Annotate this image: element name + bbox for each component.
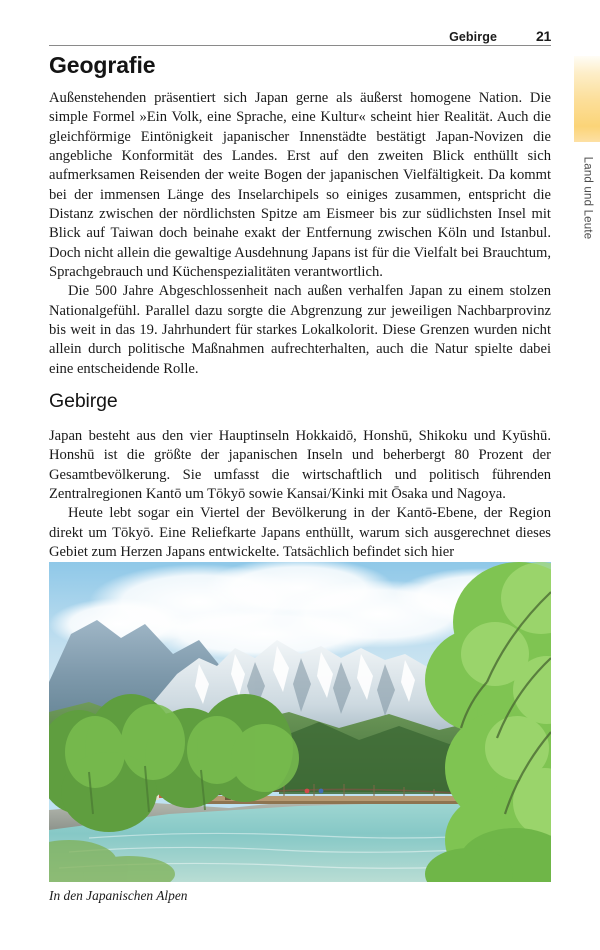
figure-caption: In den Japanischen Alpen: [49, 888, 188, 903]
photo-japanese-alps: [49, 562, 551, 882]
photo-illustration: [49, 562, 551, 882]
header-rule: [49, 45, 551, 46]
section-heading-gebirge: Gebirge: [49, 390, 118, 412]
paragraph: Heute lebt sogar ein Viertel der Bevölkerung in der Kantō-Ebene, der Region direkt um Tōkyō. Eine Reliefkarte Japans enthüllt, warum sich ausgerechnet dieses Gebiet zum Herzen Japans entwickelte. Tatsächlich befindet sich hier: [49, 505, 551, 561]
chapter-thumb-label: [574, 148, 600, 268]
page-title: Geografie: [49, 52, 156, 78]
running-head-title: Gebirge: [449, 30, 497, 44]
paragraph: Japan besteht aus den vier Hauptinseln Hokkaidō, Honshū, Shikoku und Kyūshū. Honshū ist die größte der japanischen Inseln und beherbergt 80 Prozent der Gesamtbevölkerung. Sie umfasst die wirtschaftlich und politisch führenden Zentralregionen Kantō um Tōkyō sowie Kansai/Kinki mit Ōsaka und Nagoya.: [49, 428, 551, 503]
paragraph: Die 500 Jahre Abgeschlossenheit nach außen verhalfen Japan zu einem stolzen Nationalgefühl. Parallel dazu sorgte die Abgrenzung zur jeweiligen Nachbarprovinz bis weit in das 19. Jahrhundert für starkes Lokalkolorit. Diese Grenzen wurden nicht allein durch politische Maßnahmen aufrechterhalten, auch die Natur spielte dabei eine entscheidende Rolle.: [49, 283, 551, 377]
page-number: 21: [536, 28, 551, 44]
section-gebirge-body: [49, 427, 551, 562]
figure-japanese-alps: [49, 562, 551, 882]
paragraph: Außenstehenden präsentiert sich Japan gerne als äußerst homogene Nation. Die simple Formel »Ein Volk, eine Sprache, eine Kultur« scheint hier Realität. Auch die gleichförmige Eintönigkeit japanischer Innenstädte bestätigt Japan-Novizen die angebliche Konformität des Landes. Erst auf den zweiten Blick enthüllt sich aufmerksamen Reisenden der weite Bogen der japanischen Vielfältigkeit. Da kommt bei der immensen Länge des Inselarchipels so einiges zusammen, entspricht die Distanz zwischen der nördlichsten Spitze am Eismeer bis zur südlichsten Insel mit Blick auf Taiwan doch beinahe exakt der Entfernung zwischen Köln und Istanbul. Doch nicht allein die gewaltige Ausdehnung Japans ist für die Vielfalt bei Brauchtum, Sprachgebrauch und Küchenspezialitäten verantwortlich.: [49, 90, 551, 281]
section-geografie-body: [49, 89, 551, 379]
running-head: [49, 22, 551, 44]
chapter-thumb-tab: [574, 56, 600, 142]
chapter-thumb-text: Land und Leute: [581, 156, 593, 240]
